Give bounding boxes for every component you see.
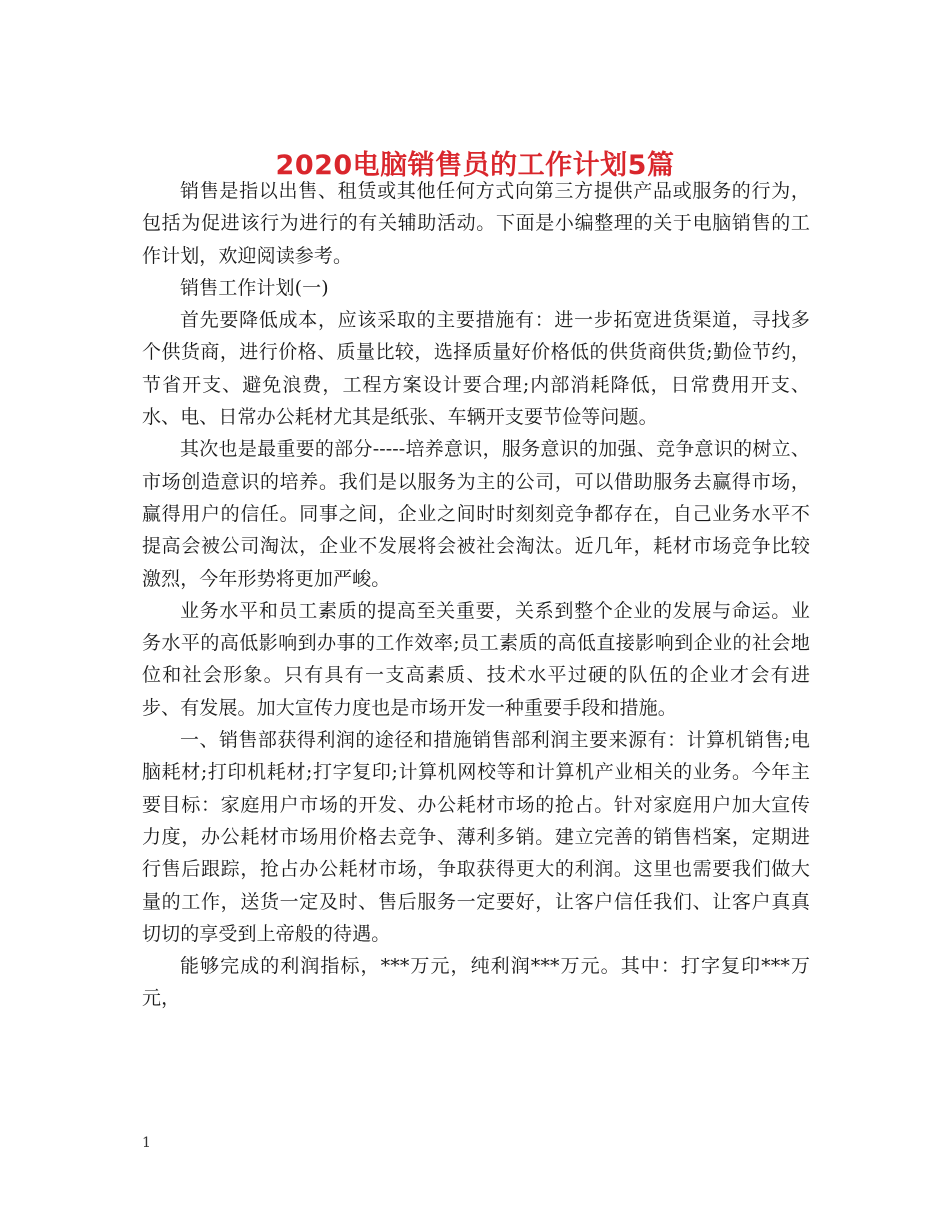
paragraph-staff-quality: 业务水平和员工素质的提高至关重要，关系到整个企业的发展与命运。业务水平的高低影响到办事的工作效率;员工素质的高低直接影响到企业的社会地位和社会形象。只有具有一支高素质、技术水平过硬的队伍的企业才会有进步、有发展。加大宣传力度也是市场开发一种重要手段和措施。 bbox=[142, 599, 810, 719]
paragraph-profit-sources: 一、销售部获得利润的途径和措施销售部利润主要来源有：计算机销售;电脑耗材;打印机耗材;打字复印;计算机网校等和计算机产业相关的业务。今年主要目标：家庭用户市场的开发、办公耗材市场的抢占。针对家庭用户加大宣传力度，办公耗材市场用价格去竞争、薄利多销。建立完善的销售档案，定期进行售后跟踪，抢占办公耗材市场，争取获得更大的利润。这里也需要我们做大量的工作，送货一定及时、售后服务一定要好，让客户信任我们、让客户真真切切的享受到上帝般的待遇。 bbox=[142, 729, 810, 945]
paragraph-reduce-costs: 首先要降低成本，应该采取的主要措施有：进一步拓宽进货渠道，寻找多个供货商，进行价格、质量比较，选择质量好价格低的供货商供货;勤俭节约，节省开支、避免浪费，工程方案设计要合理;内部消耗降低，日常费用开支、水、电、日常办公耗材尤其是纸张、车辆开支要节俭等问题。 bbox=[142, 309, 810, 429]
section-heading: 销售工作计划(一) bbox=[180, 276, 329, 299]
document-body bbox=[142, 175, 810, 1015]
page-number: 1 bbox=[142, 1135, 151, 1151]
document-title: 2020电脑销售员的工作计划5篇 bbox=[275, 150, 675, 182]
paragraph-awareness: 其次也是最重要的部分-----培养意识，服务意识的加强、竞争意识的树立、市场创造意识的培养。我们是以服务为主的公司，可以借助服务去赢得市场，赢得用户的信任。同事之间，企业之间时时刻刻竞争都存在，自己业务水平不提高会被公司淘汰，企业不发展将会被社会淘汰。近几年，耗材市场竞争比较激烈，今年形势将更加严峻。 bbox=[142, 438, 810, 590]
paragraph-profit-targets: 能够完成的利润指标，***万元，纯利润***万元。其中：打字复印***万元， bbox=[142, 955, 810, 1010]
paragraph-intro: 销售是指以出售、租赁或其他任何方式向第三方提供产品或服务的行为，包括为促进该行为进行的有关辅助活动。下面是小编整理的关于电脑销售的工作计划，欢迎阅读参考。 bbox=[142, 180, 810, 267]
